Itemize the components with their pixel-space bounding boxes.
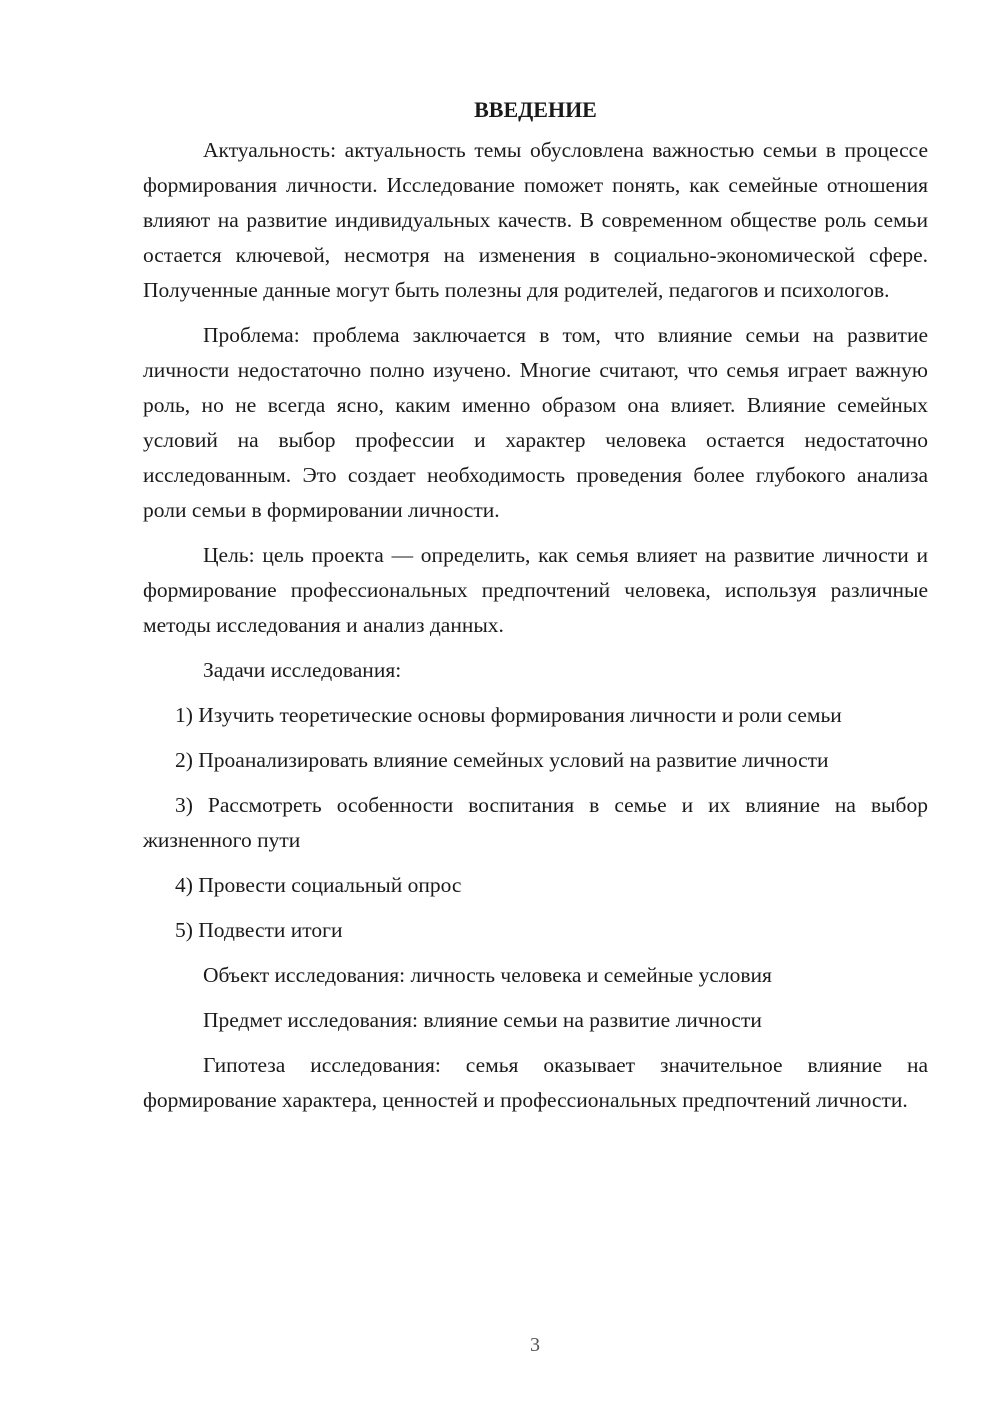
page-number: 3 <box>530 1334 540 1356</box>
page-title: ВВЕДЕНИЕ <box>474 97 597 122</box>
task-item: 2) Проанализировать влияние семейных условий на развитие личности <box>175 748 829 772</box>
task-item: 3) Рассмотреть особенности воспитания в семье и их влияние на выбор жизненного пути <box>143 793 928 852</box>
task-item: 5) Подвести итоги <box>175 918 343 942</box>
research-hypothesis: Гипотеза исследования: семья оказывает значительное влияние на формирование характера, ценностей и профессиональных предпочтений личности. <box>143 1053 928 1112</box>
research-object: Объект исследования: личность человека и семейные условия <box>203 963 772 987</box>
task-item: 4) Провести социальный опрос <box>175 873 462 897</box>
tasks-list <box>143 698 928 948</box>
relevance-paragraph: Актуальность: актуальность темы обусловлена важностью семьи в процессе формирования личности. Исследование поможет понять, как семейные отношения влияют на развитие индивидуальных качеств. В современном обществе роль семьи остается ключевой, несмотря на изменения в социально-экономической сфере. Полученные данные могут быть полезны для родителей, педагогов и психологов. <box>143 138 928 302</box>
research-subject: Предмет исследования: влияние семьи на развитие личности <box>203 1008 762 1032</box>
task-item: 1) Изучить теоретические основы формирования личности и роли семьи <box>175 703 842 727</box>
goal-paragraph: Цель: цель проекта — определить, как семья влияет на развитие личности и формирование профессиональных предпочтений человека, используя различные методы исследования и анализ данных. <box>143 543 928 637</box>
tasks-heading: Задачи исследования: <box>203 658 402 682</box>
problem-paragraph: Проблема: проблема заключается в том, что влияние семьи на развитие личности недостаточно полно изучено. Многие считают, что семья играет важную роль, но не всегда ясно, каким именно образом она влияет. Влияние семейных условий на выбор профессии и характер человека остается недостаточно исследованным. Это создает необходимость проведения более глубокого анализа роли семьи в формировании личности. <box>143 323 928 522</box>
document-page <box>143 92 928 1128</box>
